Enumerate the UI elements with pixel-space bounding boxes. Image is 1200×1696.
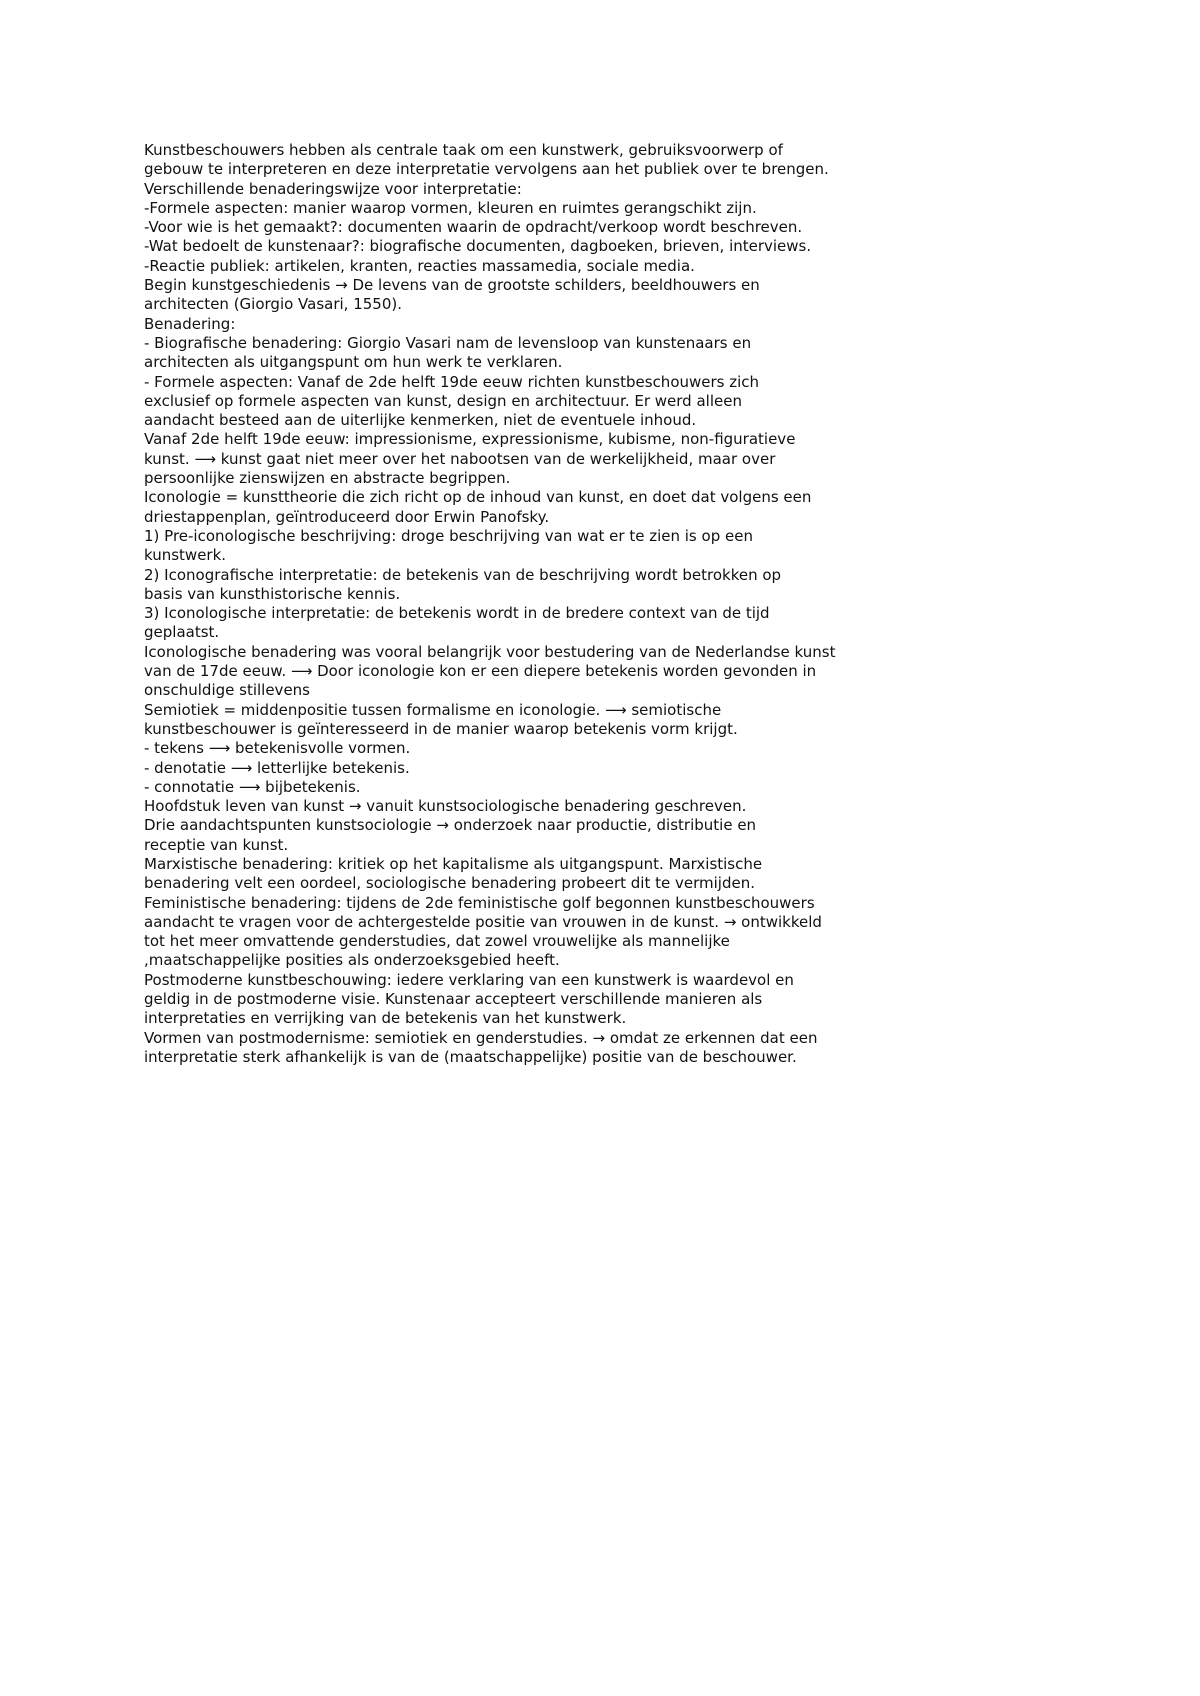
text-line: aandacht te vragen voor de achtergestelde positie van vrouwen in de kunst. → ontwikkeld — [144, 912, 822, 931]
text-line: 3) Iconologische interpretatie: de betekenis wordt in de bredere context van de tijd — [144, 604, 770, 623]
text-line: Kunstbeschouwers hebben als centrale taak om een kunstwerk, gebruiksvoorwerp of — [144, 141, 783, 159]
text-line: Benadering: — [144, 314, 236, 333]
text-line: Feministische benadering: tijdens de 2de feministische golf begonnen kunstbeschouwers — [144, 893, 815, 912]
text-line: Vanaf 2de helft 19de eeuw: impressionisme, expressionisme, kubisme, non-figuratieve — [144, 430, 796, 449]
text-line: 1) Pre-iconologische beschrijving: droge beschrijving van wat er te zien is op een — [144, 526, 753, 545]
text-line: Postmoderne kunstbeschouwing: iedere verklaring van een kunstwerk is waardevol en — [144, 970, 794, 989]
text-line: Hoofdstuk leven van kunst → vanuit kunstsociologische benadering geschreven. — [144, 797, 747, 816]
text-line: exclusief op formele aspecten van kunst, design en architectuur. Er werd alleen — [144, 391, 742, 410]
text-line: driestappenplan, geïntroduceerd door Erwin Panofsky. — [144, 507, 550, 526]
text-line: -Formele aspecten: manier waarop vormen, kleuren en ruimtes gerangschikt zijn. — [144, 198, 757, 217]
text-line: kunstbeschouwer is geïnteresseerd in de manier waarop betekenis vorm krijgt. — [144, 719, 738, 738]
text-line: - denotatie ⟶ letterlijke betekenis. — [144, 758, 410, 777]
text-line: kunstwerk. — [144, 546, 227, 565]
text-line: receptie van kunst. — [144, 835, 289, 854]
text-line: interpretatie sterk afhankelijk is van de (maatschappelijke) positie van de beschouwer. — [144, 1047, 797, 1066]
text-line: Drie aandachtspunten kunstsociologie → onderzoek naar productie, distributie en — [144, 816, 757, 835]
text-line: - Formele aspecten: Vanaf de 2de helft 19de eeuw richten kunstbeschouwers zich — [144, 372, 760, 391]
text-line: onschuldige stillevens — [144, 681, 310, 700]
text-line: interpretaties en verrijking van de betekenis van het kunstwerk. — [144, 1009, 627, 1028]
text-line: Verschillende benaderingswijze voor interpretatie: — [144, 179, 522, 198]
text-line: gebouw te interpreteren en deze interpretatie vervolgens aan het publiek over te brengen. — [144, 160, 829, 179]
text-line: benadering velt een oordeel, sociologische benadering probeert dit te vermijden. — [144, 874, 755, 893]
text-line: - Biografische benadering: Giorgio Vasari nam de levensloop van kunstenaars en — [144, 333, 752, 352]
text-line: van de 17de eeuw. ⟶ Door iconologie kon er een diepere betekenis worden gevonden in — [144, 662, 817, 681]
text-line: Vormen van postmodernisme: semiotiek en genderstudies. → omdat ze erkennen dat een — [144, 1028, 818, 1047]
text-line: architecten (Giorgio Vasari, 1550). — [144, 295, 403, 314]
text-line: architecten als uitgangspunt om hun werk te verklaren. — [144, 353, 563, 372]
text-line: Semiotiek = middenpositie tussen formalisme en iconologie. ⟶ semiotische — [144, 700, 722, 719]
text-line: geldig in de postmoderne visie. Kunstenaar accepteert verschillende manieren als — [144, 990, 763, 1009]
text-line: -Wat bedoelt de kunstenaar?: biografische documenten, dagboeken, brieven, interviews. — [144, 237, 812, 256]
text-line: ,maatschappelijke posities als onderzoeksgebied heeft. — [144, 951, 560, 970]
text-line: 2) Iconografische interpretatie: de betekenis van de beschrijving wordt betrokken op — [144, 565, 782, 584]
document-body — [144, 141, 914, 1067]
text-line: tot het meer omvattende genderstudies, dat zowel vrouwelijke als mannelijke — [144, 932, 730, 951]
text-line: Iconologische benadering was vooral belangrijk voor bestudering van de Nederlandse kunst — [144, 642, 836, 661]
text-line: - tekens ⟶ betekenisvolle vormen. — [144, 739, 411, 758]
text-line: aandacht besteed aan de uiterlijke kenmerken, niet de eventuele inhoud. — [144, 411, 697, 430]
text-line: - connotatie ⟶ bijbetekenis. — [144, 777, 361, 796]
text-line: -Reactie publiek: artikelen, kranten, reacties massamedia, sociale media. — [144, 256, 695, 275]
text-line: Begin kunstgeschiedenis → De levens van de grootste schilders, beeldhouwers en — [144, 276, 760, 295]
text-line: geplaatst. — [144, 623, 220, 642]
text-line: Marxistische benadering: kritiek op het kapitalisme als uitgangspunt. Marxistische — [144, 854, 763, 873]
text-line: kunst. ⟶ kunst gaat niet meer over het nabootsen van de werkelijkheid, maar over — [144, 449, 776, 468]
text-line: -Voor wie is het gemaakt?: documenten waarin de opdracht/verkoop wordt beschreven. — [144, 218, 803, 237]
text-line: Iconologie = kunsttheorie die zich richt op de inhoud van kunst, en doet dat volgens een — [144, 488, 812, 507]
text-line: persoonlijke zienswijzen en abstracte begrippen. — [144, 469, 511, 488]
text-line: basis van kunsthistorische kennis. — [144, 584, 401, 603]
